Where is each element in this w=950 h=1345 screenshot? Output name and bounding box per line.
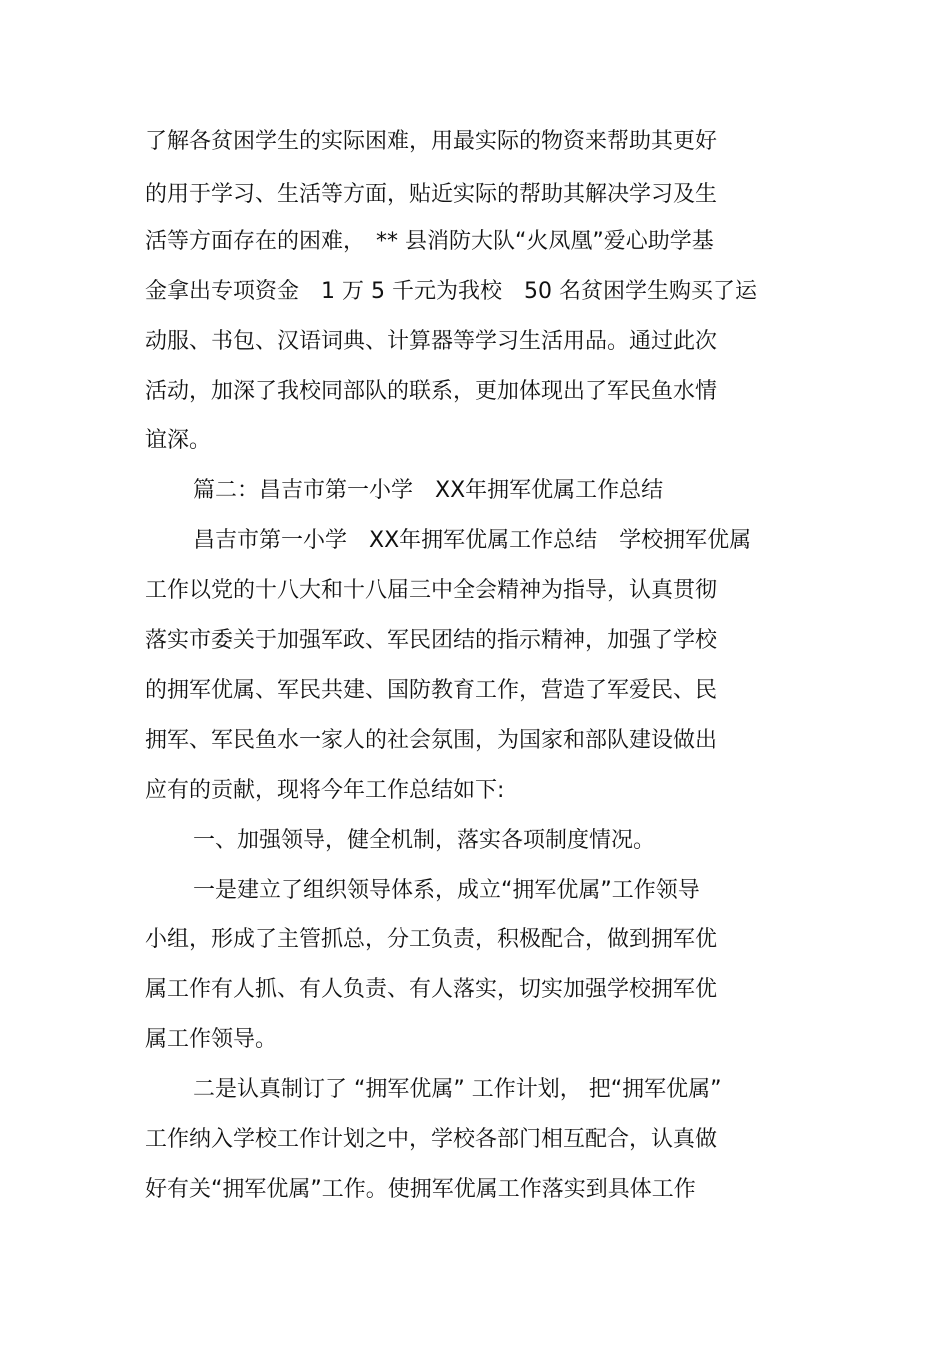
text-line: 属工作有人抓、有人负责、有人落实，切实加强学校拥军优: [145, 977, 718, 1002]
text-line: 的拥军优属、军民共建、国防教育工作，营造了军爱民、民: [145, 678, 718, 703]
text-line: 应有的贡献，现将今年工作总结如下:: [145, 778, 505, 803]
text-line: 落实市委关于加强军政、军民团结的指示精神，加强了学校: [145, 628, 718, 653]
text-line: 小组，形成了主管抓总，分工负责，积极配合，做到拥军优: [145, 927, 718, 952]
text-line: 拥军、军民鱼水一家人的社会氛围，为国家和部队建设做出: [145, 728, 718, 753]
text-line: 活等方面存在的困难， ** 县消防大队“火凤凰”爱心助学基: [145, 229, 714, 254]
text-line: 谊深。: [145, 428, 212, 453]
text-line: 一是建立了组织领导体系，成立“拥军优属”工作领导: [193, 878, 700, 903]
text-line: 金拿出专项资金 1 万 5 千元为我校 50 名贫困学生购买了运: [145, 279, 757, 304]
text-line: 动服、书包、汉语词典、计算器等学习生活用品。通过此次: [145, 329, 718, 354]
text-line: 工作以党的十八大和十八届三中全会精神为指导，认真贯彻: [145, 578, 718, 603]
text-line: 好有关“拥军优属”工作。使拥军优属工作落实到具体工作: [145, 1177, 696, 1202]
text-line: 工作纳入学校工作计划之中，学校各部门相互配合，认真做: [145, 1127, 718, 1152]
text-line: 昌吉市第一小学 XX年拥军优属工作总结 学校拥军优属: [193, 528, 752, 553]
text-line: 属工作领导。: [145, 1027, 278, 1052]
text-line: 活动，加深了我校同部队的联系，更加体现出了军民鱼水情: [145, 379, 718, 404]
text-line: 二是认真制订了 “拥军优属” 工作计划， 把“拥军优属”: [193, 1077, 722, 1102]
text-line: 了解各贫困学生的实际困难，用最实际的物资来帮助其更好: [145, 129, 718, 154]
section-heading: 篇二：昌吉市第一小学 XX年拥军优属工作总结: [193, 478, 664, 503]
subsection-heading: 一、加强领导，健全机制，落实各项制度情况。: [193, 828, 656, 853]
text-line: 的用于学习、生活等方面，贴近实际的帮助其解决学习及生: [145, 182, 718, 207]
